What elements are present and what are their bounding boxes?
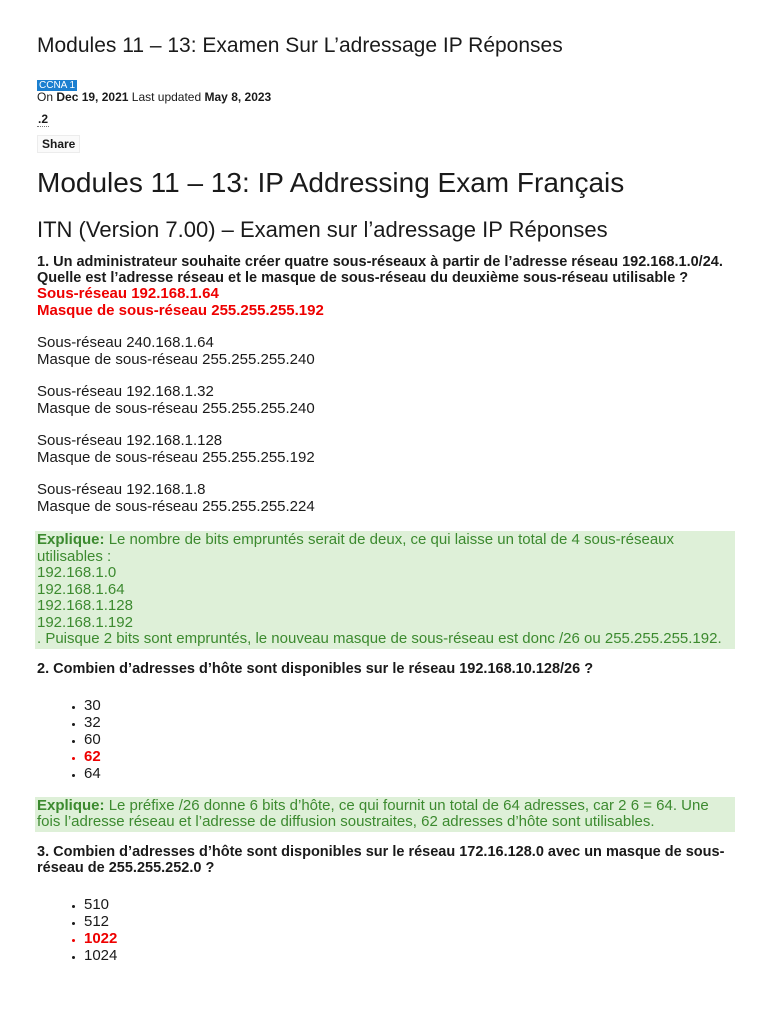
meta-on: On <box>37 90 54 104</box>
q1-explain-label: Explique: <box>37 531 105 548</box>
q3-option-3-correct: • 1022 <box>84 930 731 947</box>
share-button[interactable]: Share <box>37 135 80 153</box>
q1-correct-answer-line1: Sous-réseau 192.168.1.64 <box>37 285 219 302</box>
q1-option-4-line2: Masque de sous-réseau 255.255.255.224 <box>37 497 315 515</box>
q2-explanation <box>35 797 735 832</box>
q1-explain-subnet-4: 192.168.1.192 <box>37 613 133 631</box>
q1-option-4-line1: Sous-réseau 192.168.1.8 <box>37 481 206 498</box>
q1-option-1-line1: Sous-réseau 240.168.1.64 <box>37 334 214 351</box>
q1-explain-text: Le nombre de bits empruntés serait de deux, ce qui laisse un total de 4 sous-réseaux utilisables : <box>37 531 675 565</box>
category-tag[interactable]: CCNA 1 <box>39 80 76 91</box>
q2-explain-label: Explique: <box>37 796 105 814</box>
q1-explain-subnet-1: 192.168.1.0 <box>37 564 117 581</box>
meta-updated-label: Last updated <box>131 90 202 104</box>
q1-option-2-line1: Sous-réseau 192.168.1.32 <box>37 383 214 400</box>
comment-count[interactable]: .2 <box>38 112 49 126</box>
main-heading: Modules 11 – 13: IP Addressing Exam Français <box>37 167 625 198</box>
q1-explain-end: . Puisque 2 bits sont empruntés, le nouveau masque de sous-réseau est donc /26 ou 255.255.255.192. <box>37 630 722 647</box>
exam-content <box>37 254 731 964</box>
q2-option-4-correct: • 62 <box>84 748 731 765</box>
q1-option-2-line2: Masque de sous-réseau 255.255.255.240 <box>37 399 315 417</box>
question-2: 2. Combien d’adresses d’hôte sont disponibles sur le réseau 192.168.10.128/26 ? <box>37 660 594 677</box>
question-3: 3. Combien d’adresses d’hôte sont disponibles sur le réseau 172.16.128.0 avec un masque de sous-réseau de 255.255.252.0 ? <box>37 843 725 876</box>
sub-heading: ITN (Version 7.00) – Examen sur l’adressage IP Réponses <box>37 217 608 242</box>
q1-explain-subnet-3: 192.168.1.128 <box>37 597 133 614</box>
q1-explain-subnet-2: 192.168.1.64 <box>37 580 125 598</box>
q2-explain-text: Le préfixe /26 donne 6 bits d’hôte, ce qui fournit un total de 64 adresses, car 2 6 = 64. Une fois l’adresse réseau et l’adresse de diffusion soustraites, 62 adresses d’hôte sont utilisables. <box>37 796 709 830</box>
post-meta <box>37 90 271 104</box>
q1-option-1 <box>37 335 731 368</box>
q1-option-1-line2: Masque de sous-réseau 255.255.255.240 <box>37 350 315 368</box>
q3-option-2: • 512 <box>84 913 731 930</box>
q1-option-3-line1: Sous-réseau 192.168.1.128 <box>37 432 223 449</box>
q2-option-5: • 64 <box>84 765 731 782</box>
q3-options <box>37 896 731 964</box>
meta-updated-date: May 8, 2023 <box>204 90 272 104</box>
q1-option-3 <box>37 433 731 466</box>
q1-explanation <box>35 531 735 649</box>
meta-date: Dec 19, 2021 <box>56 90 129 104</box>
q2-option-3: • 60 <box>84 731 731 748</box>
q2-option-1: • 30 <box>84 697 731 714</box>
question-1: 1. Un administrateur souhaite créer quatre sous-réseaux à partir de l’adresse réseau 192.168.1.0/24. Quelle est l’adresse réseau et le masque de sous-réseau du deuxième sous-réseau utilisable ? <box>37 254 723 286</box>
page-title: Modules 11 – 13: Examen Sur L’adressage IP Réponses <box>37 34 563 57</box>
q1-option-3-line2: Masque de sous-réseau 255.255.255.192 <box>37 448 315 466</box>
q1-correct-answer-line2: Masque de sous-réseau 255.255.255.192 <box>37 301 324 319</box>
q3-option-1: • 510 <box>84 896 731 913</box>
q3-option-4: • 1024 <box>84 947 731 964</box>
q2-option-2: • 32 <box>84 714 731 731</box>
q2-options <box>37 697 731 782</box>
q1-option-4 <box>37 482 731 515</box>
q1-option-2 <box>37 384 731 417</box>
